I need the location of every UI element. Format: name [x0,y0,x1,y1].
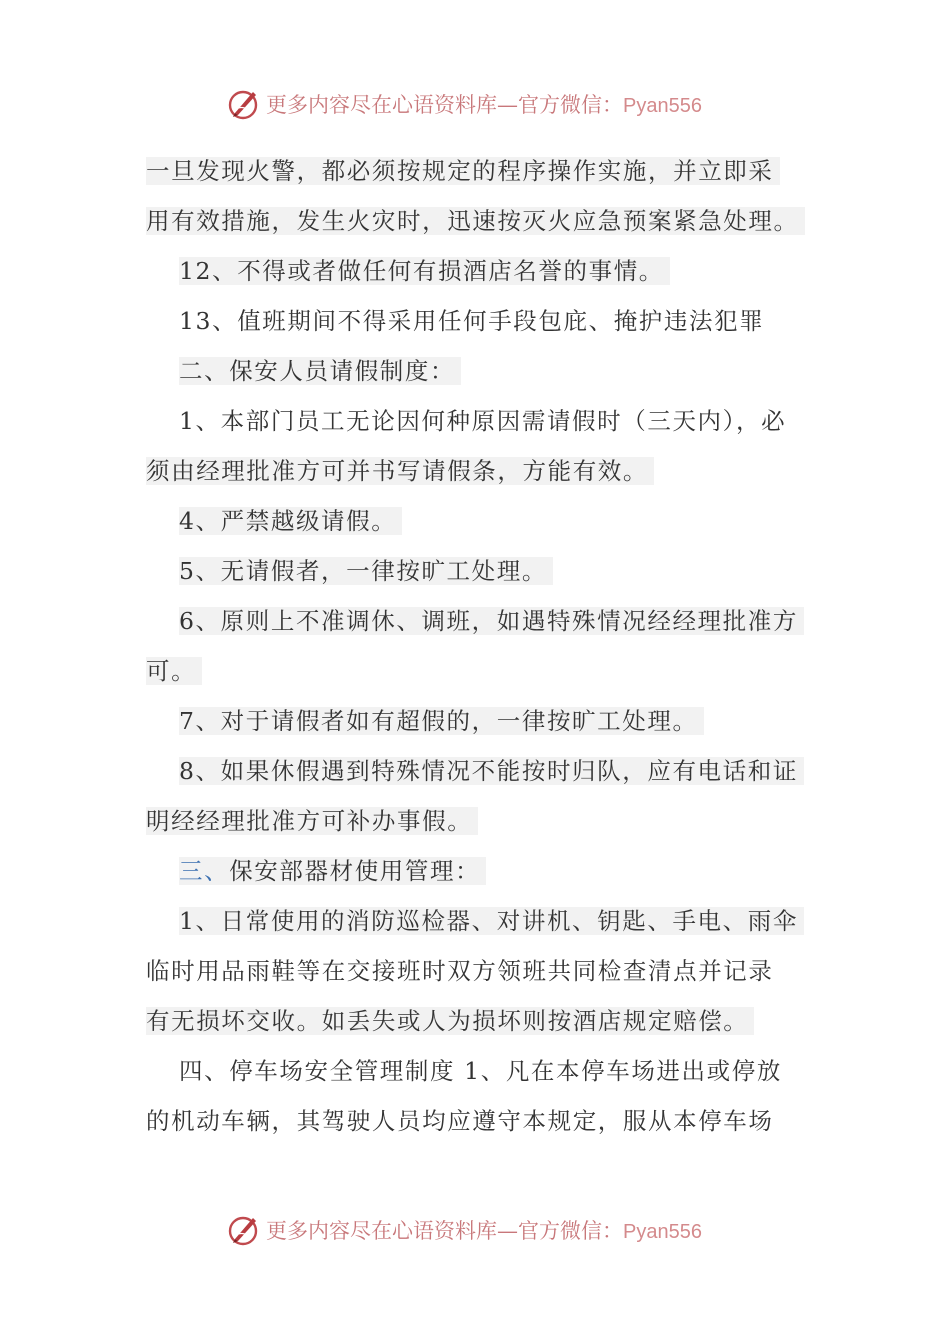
paragraph-line: 四、停车场安全管理制度 1、凡在本停车场进出或停放 [179,1057,782,1085]
banner-text: 更多内容尽在心语资料库—官方微信：Pyan556 [266,1219,702,1243]
paragraph-line: 用有效措施，发生火灾时，迅速按灭火应急预案紧急处理。 [146,200,811,250]
paragraph-line: 一旦发现火警，都必须按规定的程序操作实施，并立即采 [146,150,811,200]
paragraph-line: 6、原则上不准调休、调班，如遇特殊情况经经理批准方 [146,600,811,650]
paragraph-line: 的机动车辆，其驾驶人员均应遵守本规定，服从本停车场 [146,1107,774,1135]
paragraph-line: 明经经理批准方可补办事假。 [146,800,811,850]
header-banner [226,84,746,124]
paragraph-line: 5、无请假者，一律按旷工处理。 [146,550,811,600]
pen-logo-icon [226,86,262,122]
section-heading: 三、保安部器材使用管理： [146,850,811,900]
paragraph-line: 须由经理批准方可并书写请假条，方能有效。 [146,450,811,500]
paragraph-line: 13、值班期间不得采用任何手段包庇、掩护违法犯罪 [179,307,765,335]
paragraph-line: 1、本部门员工无论因何种原因需请假时（三天内），必 [179,407,787,435]
paragraph-line: 1、日常使用的消防巡检器、对讲机、钥匙、手电、雨伞 [146,900,811,950]
section-number: 三、 [179,857,230,885]
paragraph-line: 8、如果休假遇到特殊情况不能按时归队，应有电话和证 [146,750,811,800]
section-heading: 二、保安人员请假制度： [146,350,811,400]
footer-banner [226,1210,746,1250]
paragraph-line: 可。 [146,650,811,700]
paragraph-line: 临时用品雨鞋等在交接班时双方领班共同检查清点并记录 [146,957,774,985]
paragraph-line: 有无损坏交收。如丢失或人为损坏则按酒店规定赔偿。 [146,1000,811,1050]
paragraph-line: 12、不得或者做任何有损酒店名誉的事情。 [146,250,811,300]
banner-text: 更多内容尽在心语资料库—官方微信：Pyan556 [266,93,702,117]
pen-logo-icon [226,1212,262,1248]
document-body [146,150,811,1150]
paragraph-line: 4、严禁越级请假。 [146,500,811,550]
paragraph-line: 7、对于请假者如有超假的，一律按旷工处理。 [146,700,811,750]
